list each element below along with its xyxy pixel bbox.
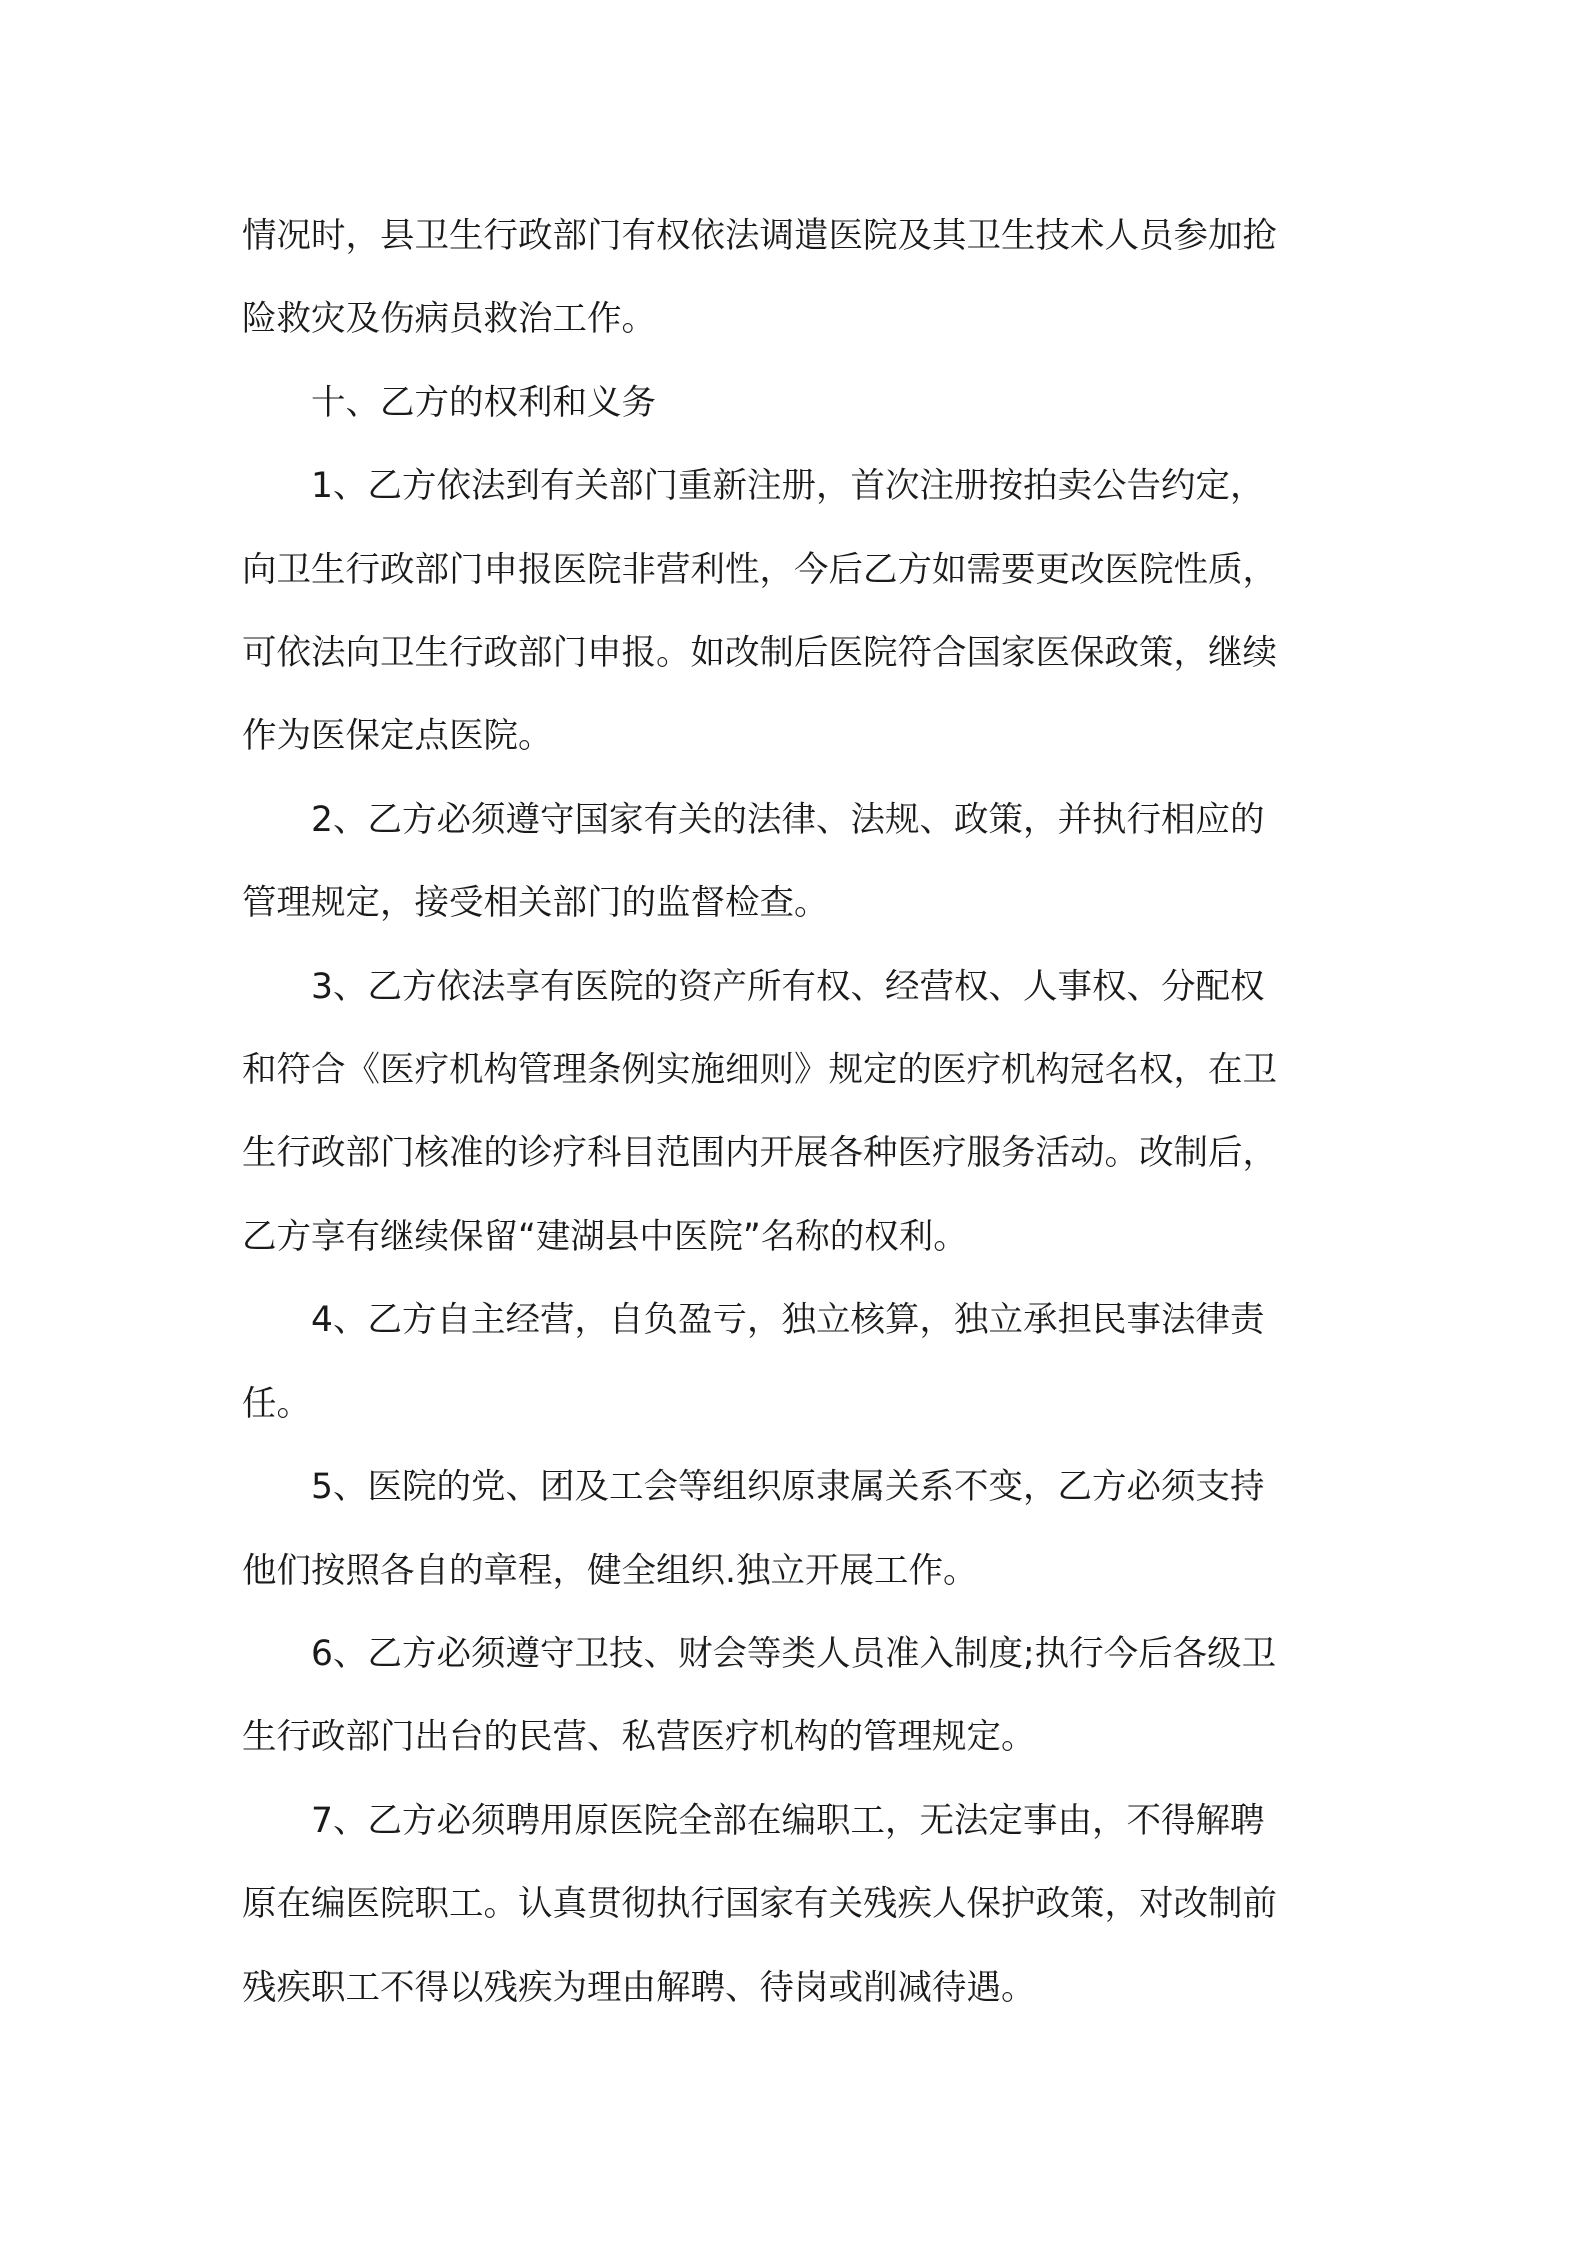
paragraph-item-6 (242, 1613, 1352, 1780)
text-line: 2、乙方必须遵守国家有关的法律、法规、政策，并执行相应的 (311, 799, 1265, 840)
paragraph-item-3 (242, 946, 1352, 1280)
text-line: 情况时，县卫生行政部门有权依法调遣医院及其卫生技术人员参加抢 (242, 216, 1277, 256)
text-line: 任。 (242, 1383, 311, 1424)
paragraph-item-4 (242, 1279, 1352, 1446)
text-line: 6、乙方必须遵守卫技、财会等类人员准入制度;执行今后各级卫 (311, 1633, 1277, 1674)
document-body (242, 195, 1352, 2030)
text-line: 残疾职工不得以残疾为理由解聘、待岗或削减待遇。 (242, 1967, 1036, 2008)
text-line: 和符合《医疗机构管理条例实施细则》规定的医疗机构冠名权，在卫 (242, 1050, 1277, 1091)
text-line: 向卫生行政部门申报医院非营利性，今后乙方如需要更改医院性质， (242, 549, 1277, 590)
text-line: 3、乙方依法享有医院的资产所有权、经营权、人事权、分配权 (311, 966, 1265, 1007)
text-line: 生行政部门出台的民营、私营医疗机构的管理规定。 (242, 1717, 1036, 1758)
text-line: 7、乙方必须聘用原医院全部在编职工，无法定事由，不得解聘 (311, 1800, 1265, 1841)
paragraph-item-2 (242, 779, 1352, 946)
text-line: 生行政部门核准的诊疗科目范围内开展各种医疗服务活动。改制后， (242, 1133, 1277, 1174)
text-line: 他们按照各自的章程，健全组织.独立开展工作。 (242, 1550, 978, 1591)
text-line: 1、乙方依法到有关部门重新注册，首次注册按拍卖公告约定， (311, 466, 1265, 507)
text-line: 4、乙方自主经营，自负盈亏，独立核算，独立承担民事法律责 (311, 1300, 1265, 1341)
paragraph-item-7 (242, 1780, 1352, 2030)
section-heading (242, 362, 1352, 445)
text-line: 十、乙方的权利和义务 (311, 382, 656, 423)
text-line: 可依法向卫生行政部门申报。如改制后医院符合国家医保政策，继续 (242, 633, 1277, 674)
text-line: 5、医院的党、团及工会等组织原隶属关系不变，乙方必须支持 (311, 1467, 1265, 1508)
paragraph-continuation (242, 195, 1352, 362)
text-line: 原在编医院职工。认真贯彻执行国家有关残疾人保护政策，对改制前 (242, 1884, 1277, 1925)
text-line: 管理规定，接受相关部门的监督检查。 (242, 883, 829, 924)
text-line: 作为医保定点医院。 (242, 716, 553, 757)
paragraph-item-5 (242, 1446, 1352, 1613)
text-line: 乙方享有继续保留“建湖县中医院”名称的权利。 (242, 1216, 968, 1257)
paragraph-item-1 (242, 445, 1352, 779)
text-line: 险救灾及伤病员救治工作。 (242, 299, 656, 340)
